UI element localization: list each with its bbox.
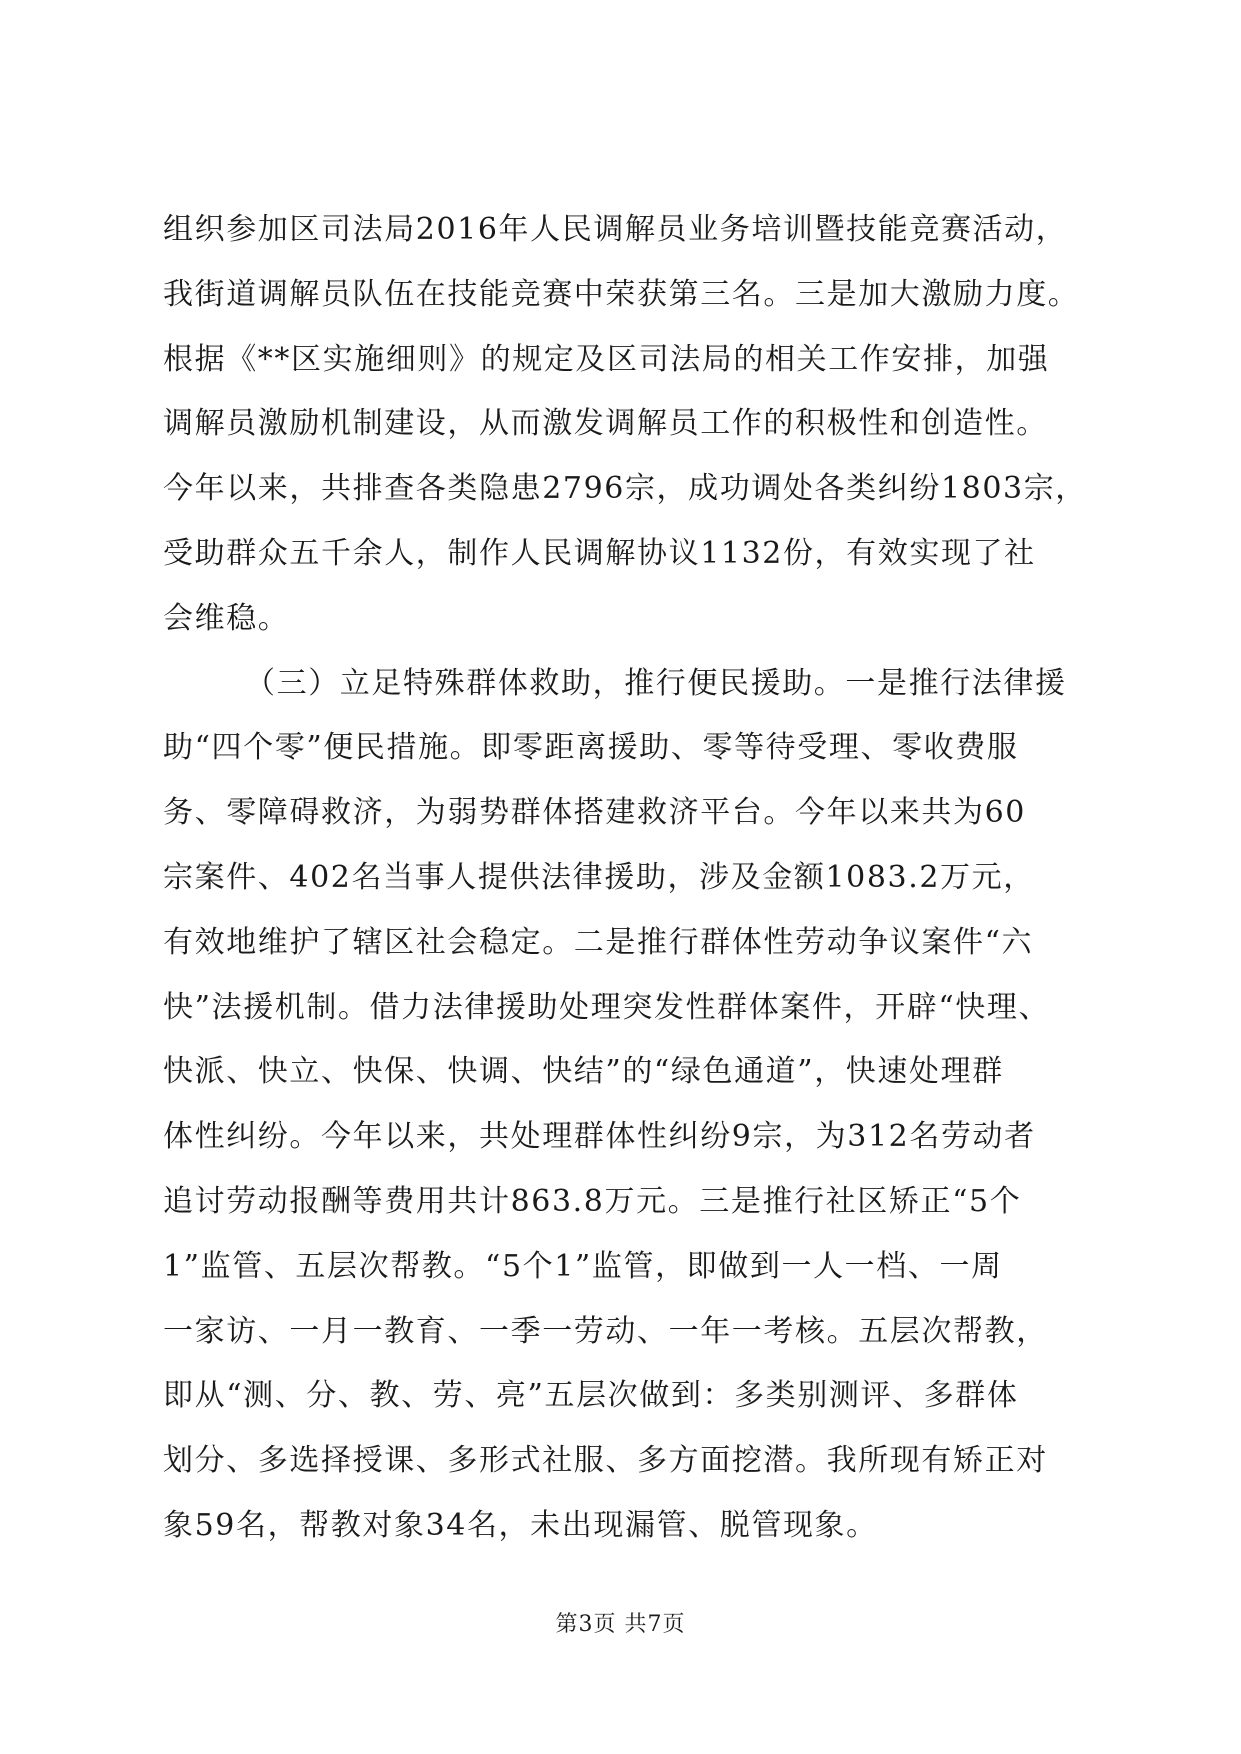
text-line: 追讨劳动报酬等费用共计863.8万元。三是推行社区矫正“5个 [163,1183,1022,1219]
text-line: 快派、快立、快保、快调、快结”的“绿色通道”，快速处理群 [163,1054,1004,1090]
text-line: 根据《**区实施细则》的规定及区司法局的相关工作安排，加强 [163,341,1050,377]
text-line: 1”监管、五层次帮教。“5个1”监管，即做到一人一档、一周 [163,1248,1003,1284]
text-line: 助“四个零”便民措施。即零距离援助、零等待受理、零收费服 [163,730,1019,766]
text-line: 宗案件、402名当事人提供法律援助，涉及金额1083.2万元， [163,859,1035,895]
page-number-footer: 第3页 共7页 [555,1612,686,1637]
text-line: 一家访、一月一教育、一季一劳动、一年一考核。五层次帮教， [163,1313,1048,1349]
text-line: 即从“测、分、教、劳、亮”五层次做到：多类别测评、多群体 [163,1378,1019,1414]
text-line: 组织参加区司法局2016年人民调解员业务培训暨技能竞赛活动， [163,212,1068,247]
text-line: 今年以来，共排查各类隐患2796宗，成功调处各类纠纷1803宗， [163,471,1087,507]
text-line: 划分、多选择授课、多形式社服、多方面挖潜。我所现有矫正对 [163,1443,1048,1479]
text-line: 受助群众五千余人，制作人民调解协议1132份，有效实现了社 [163,535,1036,571]
text-line: 象59名，帮教对象34名，未出现漏管、脱管现象。 [163,1507,878,1543]
body-text [163,198,1103,1559]
text-line: 会维稳。 [163,600,290,636]
text-line: 我街道调解员队伍在技能竞赛中荣获第三名。三是加大激励力度。 [163,276,1080,312]
text-line: 体性纠纷。今年以来，共处理群体性纠纷9宗，为312名劳动者 [163,1119,1036,1155]
text-line: 调解员激励机制建设，从而激发调解员工作的积极性和创造性。 [163,406,1048,442]
section-heading-line: （三）立足特殊群体救助，推行便民援助。一是推行法律援 [245,665,1067,701]
text-line: 有效地维护了辖区社会稳定。二是推行群体性劳动争议案件“六 [163,924,1034,960]
text-line: 务、零障碍救济，为弱势群体搭建救济平台。今年以来共为60 [163,795,1026,831]
text-line: 快”法援机制。借力法律援助处理突发性群体案件，开辟“快理、 [163,989,1051,1025]
